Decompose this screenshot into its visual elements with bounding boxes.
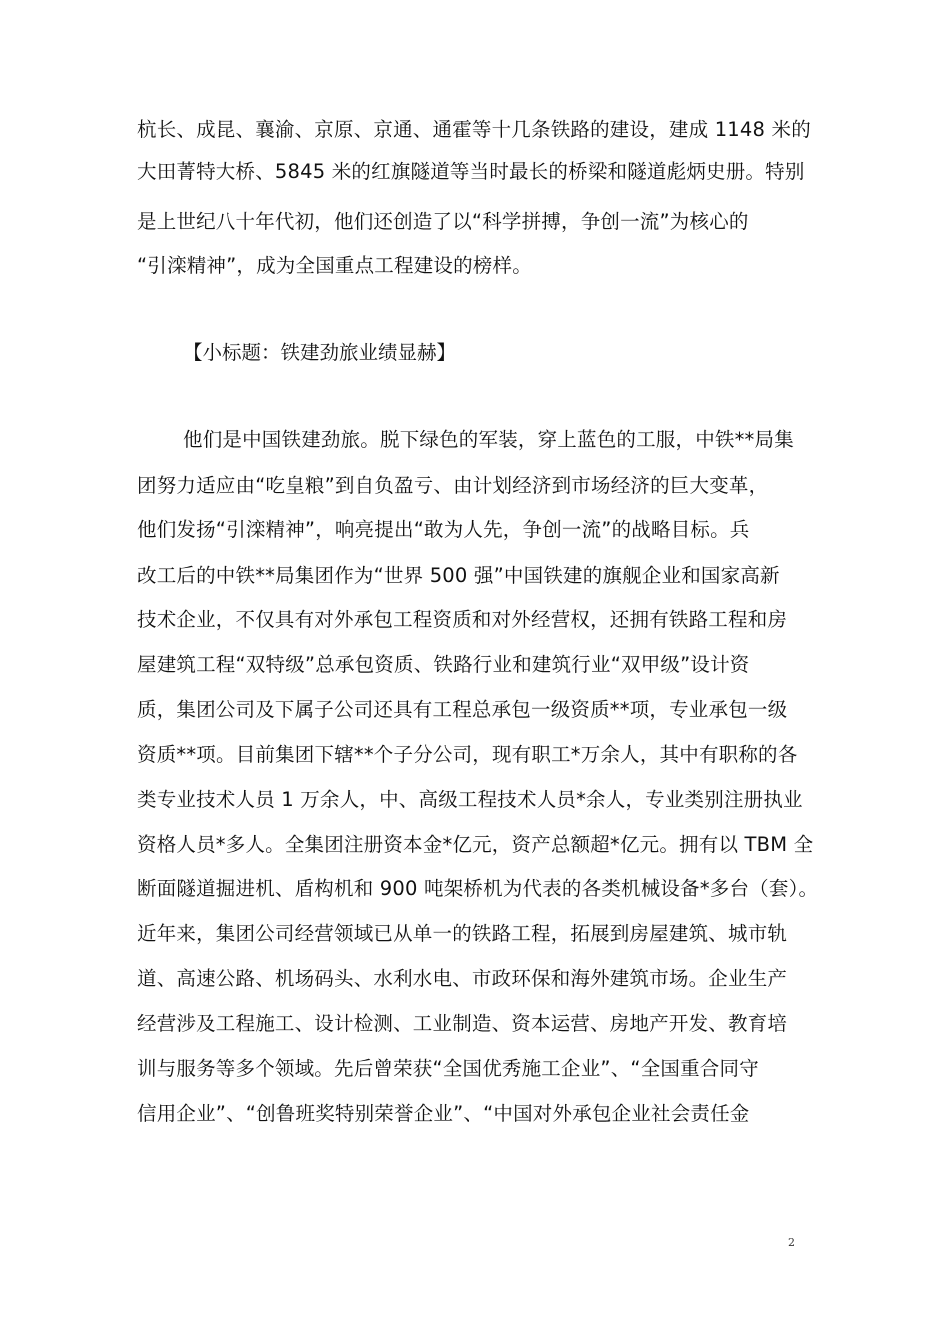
paragraph-2-line-11: 断面隧道掘进机、盾构机和 900 吨架桥机为代表的各类机械设备*多台（套）。: [137, 877, 819, 900]
paragraph-2-line-15: 训与服务等多个领域。先后曾荣获“全国优秀施工企业”、“全国重合同守: [137, 1057, 759, 1080]
paragraph-1-line-2: 大田菁特大桥、5845 米的红旗隧道等当时最长的桥梁和隧道彪炳史册。特别: [137, 160, 805, 183]
paragraph-2-line-3: 他们发扬“引滦精神”，响亮提出“敢为人先，争创一流”的战略目标。兵: [137, 518, 750, 541]
paragraph-1-line-3: 是上世纪八十年代初，他们还创造了以“科学拼搏，争创一流”为核心的: [137, 210, 749, 233]
paragraph-2-line-12: 近年来，集团公司经营领域已从单一的铁路工程，拓展到房屋建筑、城市轨: [137, 922, 788, 945]
paragraph-2-line-8: 资质**项。目前集团下辖**个子分公司，现有职工*万余人，其中有职称的各: [137, 743, 798, 766]
paragraph-2-line-9: 类专业技术人员 1 万余人，中、高级工程技术人员*余人，专业类别注册执业: [137, 788, 803, 811]
paragraph-2-line-4: 改工后的中铁**局集团作为“世界 500 强”中国铁建的旗舰企业和国家高新: [137, 564, 780, 587]
paragraph-2-line-2: 团努力适应由“吃皇粮”到自负盈亏、由计划经济到市场经济的巨大变革，: [137, 474, 769, 497]
page-number: 2: [788, 1236, 795, 1249]
paragraph-2-line-10: 资格人员*多人。全集团注册资本金*亿元，资产总额超*亿元。拥有以 TBM 全: [137, 833, 814, 856]
paragraph-2-line-7: 质，集团公司及下属子公司还具有工程总承包一级资质**项，专业承包一级: [137, 698, 788, 721]
subheading: 【小标题：铁建劲旅业绩显赫】: [183, 341, 457, 364]
paragraph-2-line-14: 经营涉及工程施工、设计检测、工业制造、资本运营、房地产开发、教育培: [137, 1012, 788, 1035]
paragraph-1-line-4: “引滦精神”，成为全国重点工程建设的榜样。: [137, 254, 532, 277]
paragraph-2-line-13: 道、高速公路、机场码头、水利水电、市政环保和海外建筑市场。企业生产: [137, 967, 788, 990]
paragraph-2-line-16: 信用企业”、“创鲁班奖特别荣誉企业”、“中国对外承包企业社会责任金: [137, 1102, 750, 1125]
paragraph-2-line-5: 技术企业，不仅具有对外承包工程资质和对外经营权，还拥有铁路工程和房: [137, 608, 788, 631]
paragraph-2-line-6: 屋建筑工程“双特级”总承包资质、铁路行业和建筑行业“双甲级”设计资: [137, 653, 750, 676]
paragraph-2-line-1: 他们是中国铁建劲旅。脱下绿色的军装，穿上蓝色的工服，中铁**局集: [183, 428, 794, 451]
paragraph-1-line-1: 杭长、成昆、襄渝、京原、京通、通霍等十几条铁路的建设，建成 1148 米的: [137, 118, 811, 141]
